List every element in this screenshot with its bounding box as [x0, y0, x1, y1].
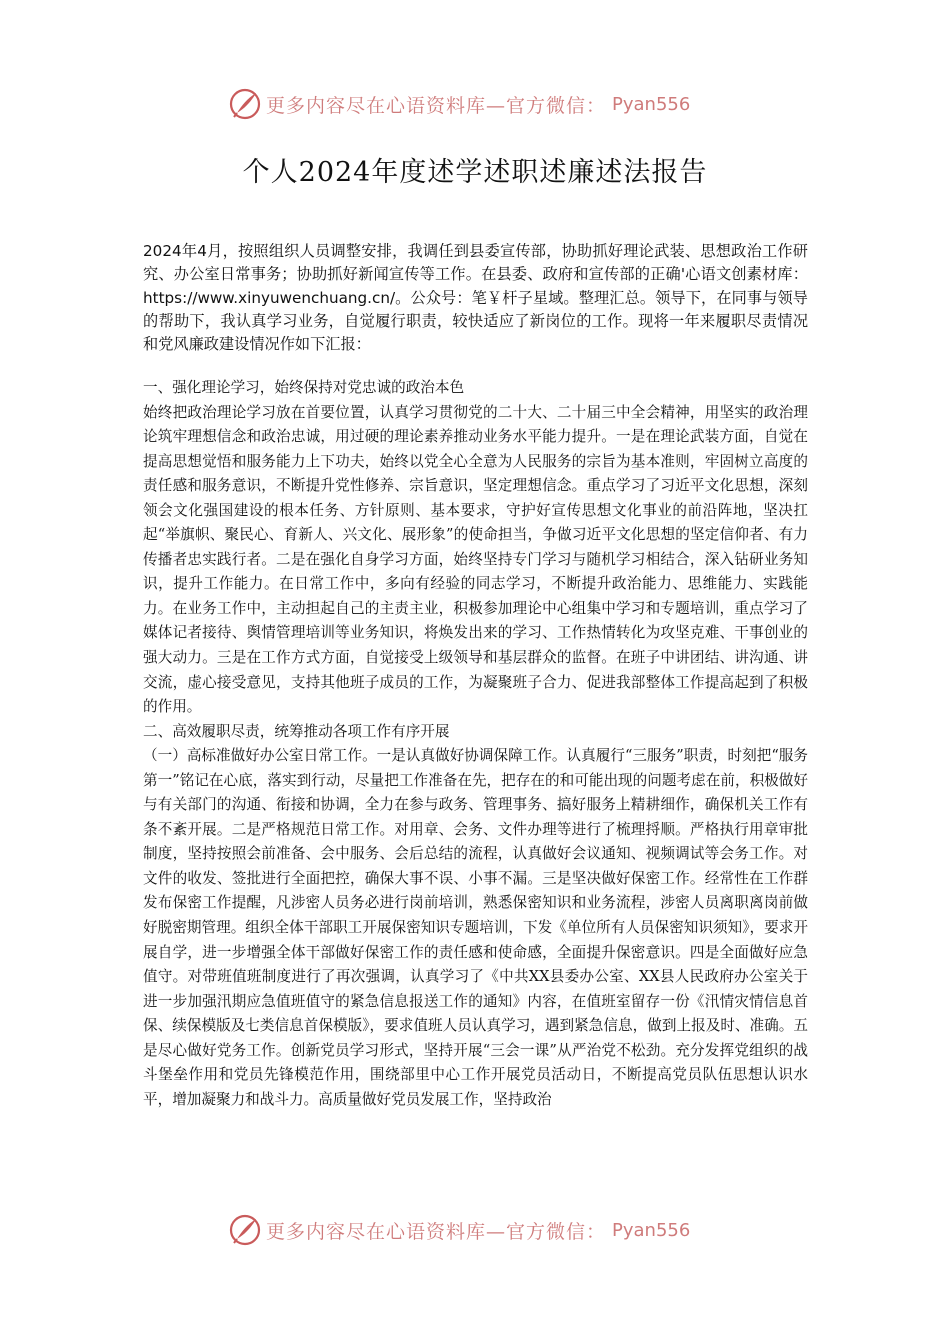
- footer-watermark: [228, 1210, 728, 1250]
- section-heading-1: 一、强化理论学习，始终保持对党忠诚的政治本色: [143, 379, 465, 396]
- section-paragraph-1: 始终把政治理论学习放在首要位置，认真学习贯彻党的二十大、二十届三中全会精神，用坚实的政治理论筑牢理想信念和政治忠诚，用过硬的理论素养推动业务水平能力提升。一是在理论武装方面，自觉在提高思想觉悟和服务能力上下功夫，始终以党全心全意为人民服务的宗旨为基本准则，牢固树立高度的责任感和服务意识，不断提升党性修养、宗旨意识，坚定理想信念。重点学习了习近平文化思想，深刻领会文化强国建设的根本任务、方针原则、基本要求，守护好宣传思想文化事业的前沿阵地，坚决扛起“举旗帜、聚民心、育新人、兴文化、展形象”的使命担当，争做习近平文化思想的坚定信仰者、有力传播者忠实践行者。二是在强化自身学习方面，始终坚持专门学习与随机学习相结合，深入钻研业务知识，提升工作能力。在日常工作中，多向有经验的同志学习，不断提升政治能力、思维能力、实践能力。在业务工作中，主动担起自己的主责主业，积极参加理论中心组集中学习和专题培训，重点学习了媒体记者接待、舆情管理培训等业务知识，将焕发出来的学习、工作热情转化为攻坚克难、干事创业的强大动力。三是在工作方式方面，自觉接受上级领导和基层群众的监督。在班子中讲团结、讲沟通、讲交流，虚心接受意见，支持其他班子成员的工作，为凝聚班子合力、促进我部整体工作提高起到了积极的作用。: [143, 403, 808, 716]
- page-title: 个人2024年度述学述职述廉述法报告: [242, 157, 708, 188]
- section-paragraph-2: （一）高标准做好办公室日常工作。一是认真做好协调保障工作。认真履行“三服务”职责，时刻把“服务第一”铭记在心底，落实到行动，尽量把工作准备在先，把存在的和可能出现的问题考虑在前，积极做好与有关部门的沟通、衔接和协调，全力在参与政务、管理事务、搞好服务上精耕细作，确保机关工作有条不紊开展。二是严格规范日常工作。对用章、会务、文件办理等进行了梳理捋顺。严格执行用章审批制度，坚持按照会前准备、会中服务、会后总结的流程，认真做好会议通知、视频调试等会务工作。对文件的收发、签批进行全面把控，确保大事不误、小事不漏。三是坚决做好保密工作。经常性在工作群发布保密工作提醒，凡涉密人员务必进行岗前培训，熟悉保密知识和业务流程，涉密人员离职离岗前做好脱密期管理。组织全体干部职工开展保密知识专题培训，下发《单位所有人员保密知识须知》，要求开展自学，进一步增强全体干部做好保密工作的责任感和使命感，全面提升保密意识。四是全面做好应急值守。对带班值班制度进行了再次强调，认真学习了《中共XX县委办公室、XX县人民政府办公室关于进一步加强汛期应急值班值守的紧急信息报送工作的通知》内容，在值班室留存一份《汛情灾情信息首保、续保模版及七类信息首保模版》，要求值班人员认真学习，遇到紧急信息，做到上报及时、准确。五是尽心做好党务工作。创新党员学习形式，坚持开展“三会一课”从严治党不松劲。充分发挥党组织的战斗堡垒作用和党员先锋模范作用，围绕部里中心工作开展党员活动日，不断提高党员队伍思想认识水平，增加凝聚力和战斗力。高质量做好党员发展工作，坚持政治: [143, 747, 808, 1108]
- report-body: [143, 376, 808, 1112]
- section-heading-2: 二、高效履职尽责，统筹推动各项工作有序开展: [143, 722, 450, 740]
- watermark-text: 更多内容尽在心语资料库—官方微信：: [266, 1220, 607, 1243]
- quill-logo-icon: [228, 1213, 262, 1247]
- watermark-wechat-id: Pyan556: [612, 93, 691, 115]
- watermark-text: 更多内容尽在心语资料库—官方微信：: [266, 94, 607, 117]
- watermark-wechat-id: Pyan556: [612, 1219, 691, 1241]
- intro-paragraph: 2024年4月，按照组织人员调整安排，我调任到县委宣传部，协助抓好理论武装、思想政治工作研究、办公室日常事务；协助抓好新闻宣传等工作。在县委、政府和宣传部的正确'心语文创素材库：https://www.xinyuwenchuang.cn/。公众号：笔￥杆子星域。整理汇总。领导下，在同事与领导的帮助下，我认真学习业务，自觉履行职责，较快适应了新岗位的工作。现将一年来履职尽责情况和党风廉政建设情况作如下汇报：: [143, 242, 808, 354]
- header-watermark: [228, 84, 728, 124]
- quill-logo-icon: [228, 87, 262, 121]
